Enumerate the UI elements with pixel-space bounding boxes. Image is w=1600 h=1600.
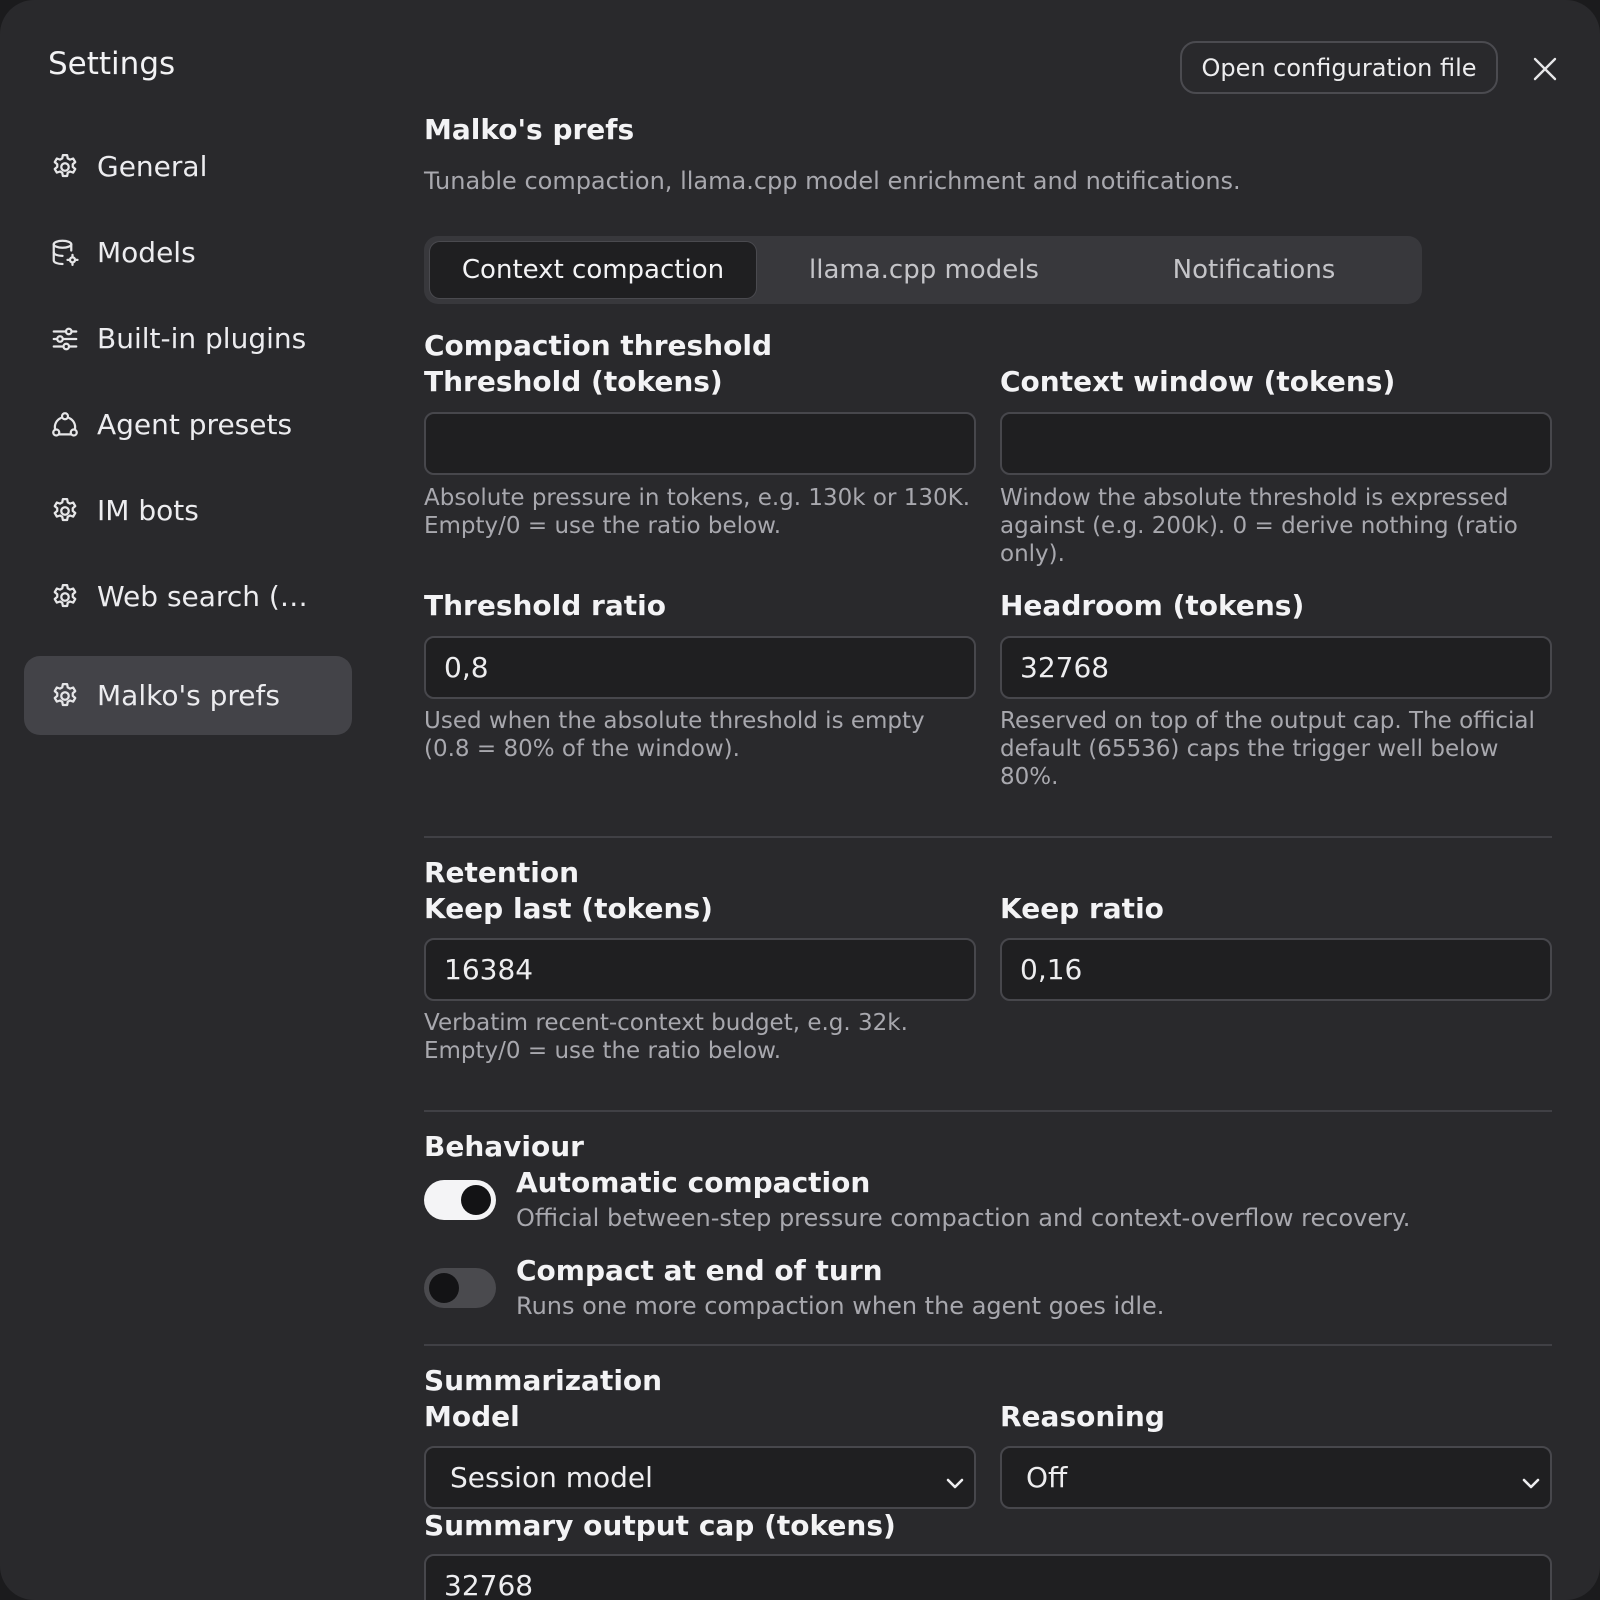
section-retention: Retention xyxy=(424,856,580,889)
threshold-tokens-help: Absolute pressure in tokens, e.g. 130k or 130K. Empty/0 = use the ratio below. xyxy=(424,485,971,539)
gear-icon xyxy=(49,495,81,527)
auto-compaction-title: Automatic compaction xyxy=(516,1166,871,1199)
database-icon xyxy=(49,237,81,269)
open-config-button[interactable]: Open configuration file xyxy=(1180,41,1498,94)
output-cap-label: Summary output cap (tokens) xyxy=(424,1509,896,1542)
sidebar-item-label: Web search (… xyxy=(97,580,308,613)
threshold-tokens-label: Threshold (tokens) xyxy=(424,365,723,398)
divider xyxy=(424,1344,1552,1346)
threshold-ratio-label: Threshold ratio xyxy=(424,589,666,622)
section-compaction-threshold: Compaction threshold xyxy=(424,329,772,362)
sidebar-item-label: IM bots xyxy=(97,494,199,527)
threshold-ratio-help: Used when the absolute threshold is empty (0.8 = 80% of the window). xyxy=(424,708,925,762)
model-select[interactable] xyxy=(424,1446,976,1509)
model-select-value: Session model xyxy=(450,1461,653,1494)
auto-compaction-toggle[interactable] xyxy=(424,1180,496,1220)
auto-compaction-desc: Official between-step pressure compaction and context-overflow recovery. xyxy=(516,1204,1411,1232)
tab-context-compaction[interactable]: Context compaction xyxy=(429,241,757,299)
gear-icon xyxy=(49,680,81,712)
gear-icon xyxy=(49,151,81,183)
sidebar-item-label: General xyxy=(97,150,208,183)
keep-last-help: Verbatim recent-context budget, e.g. 32k. Empty/0 = use the ratio below. xyxy=(424,1010,908,1064)
sidebar-item-general[interactable] xyxy=(24,127,352,206)
threshold-tokens-input[interactable] xyxy=(424,412,976,475)
section-behaviour: Behaviour xyxy=(424,1130,584,1163)
tab-bar xyxy=(424,236,1422,304)
reasoning-select[interactable] xyxy=(1000,1446,1552,1509)
headroom-label: Headroom (tokens) xyxy=(1000,589,1305,622)
sidebar-item-label: Models xyxy=(97,236,196,269)
context-window-help: Window the absolute threshold is expressed against (e.g. 200k). 0 = derive nothing (ratio only). xyxy=(1000,485,1518,567)
window-title: Settings xyxy=(48,46,176,82)
section-summarization: Summarization xyxy=(424,1364,663,1397)
keep-last-label: Keep last (tokens) xyxy=(424,892,713,925)
chevron-down-icon xyxy=(1520,1468,1542,1490)
keep-ratio-input[interactable] xyxy=(1000,938,1552,1001)
sidebar-item-agent-presets[interactable] xyxy=(24,385,352,464)
sidebar-item-im-bots[interactable] xyxy=(24,471,352,550)
keep-last-input[interactable] xyxy=(424,938,976,1001)
sidebar-item-malkos-prefs[interactable] xyxy=(24,656,352,735)
output-cap-input[interactable] xyxy=(424,1554,1552,1600)
page-description: Tunable compaction, llama.cpp model enrichment and notifications. xyxy=(424,167,1241,195)
context-window-label: Context window (tokens) xyxy=(1000,365,1396,398)
headroom-help: Reserved on top of the output cap. The official default (65536) caps the trigger well below 80%. xyxy=(1000,708,1535,790)
chevron-down-icon xyxy=(944,1468,966,1490)
headroom-input[interactable] xyxy=(1000,636,1552,699)
reasoning-label: Reasoning xyxy=(1000,1400,1165,1433)
end-of-turn-toggle[interactable] xyxy=(424,1268,496,1308)
end-of-turn-title: Compact at end of turn xyxy=(516,1254,883,1287)
sliders-icon xyxy=(49,323,81,355)
sidebar-item-web-search[interactable] xyxy=(24,557,352,636)
sidebar-item-label: Built-in plugins xyxy=(97,322,307,355)
sidebar-item-models[interactable] xyxy=(24,213,352,292)
model-label: Model xyxy=(424,1400,520,1433)
toggle-knob xyxy=(429,1273,459,1303)
end-of-turn-desc: Runs one more compaction when the agent goes idle. xyxy=(516,1292,1165,1320)
divider xyxy=(424,836,1552,838)
keep-ratio-label: Keep ratio xyxy=(1000,892,1164,925)
sidebar-item-label: Agent presets xyxy=(97,408,293,441)
tab-llama-cpp-models[interactable]: llama.cpp models xyxy=(809,255,1039,285)
reasoning-select-value: Off xyxy=(1026,1461,1068,1494)
context-window-input[interactable] xyxy=(1000,412,1552,475)
tab-notifications[interactable]: Notifications xyxy=(1172,255,1336,285)
sidebar-item-built-in-plugins[interactable] xyxy=(24,299,352,378)
gear-icon xyxy=(49,581,81,613)
close-icon[interactable] xyxy=(1528,52,1562,86)
sidebar-item-label: Malko's prefs xyxy=(97,679,280,712)
toggle-knob xyxy=(461,1185,491,1215)
threshold-ratio-input[interactable] xyxy=(424,636,976,699)
page-title: Malko's prefs xyxy=(424,113,635,146)
agent-icon xyxy=(49,409,81,441)
divider xyxy=(424,1110,1552,1112)
